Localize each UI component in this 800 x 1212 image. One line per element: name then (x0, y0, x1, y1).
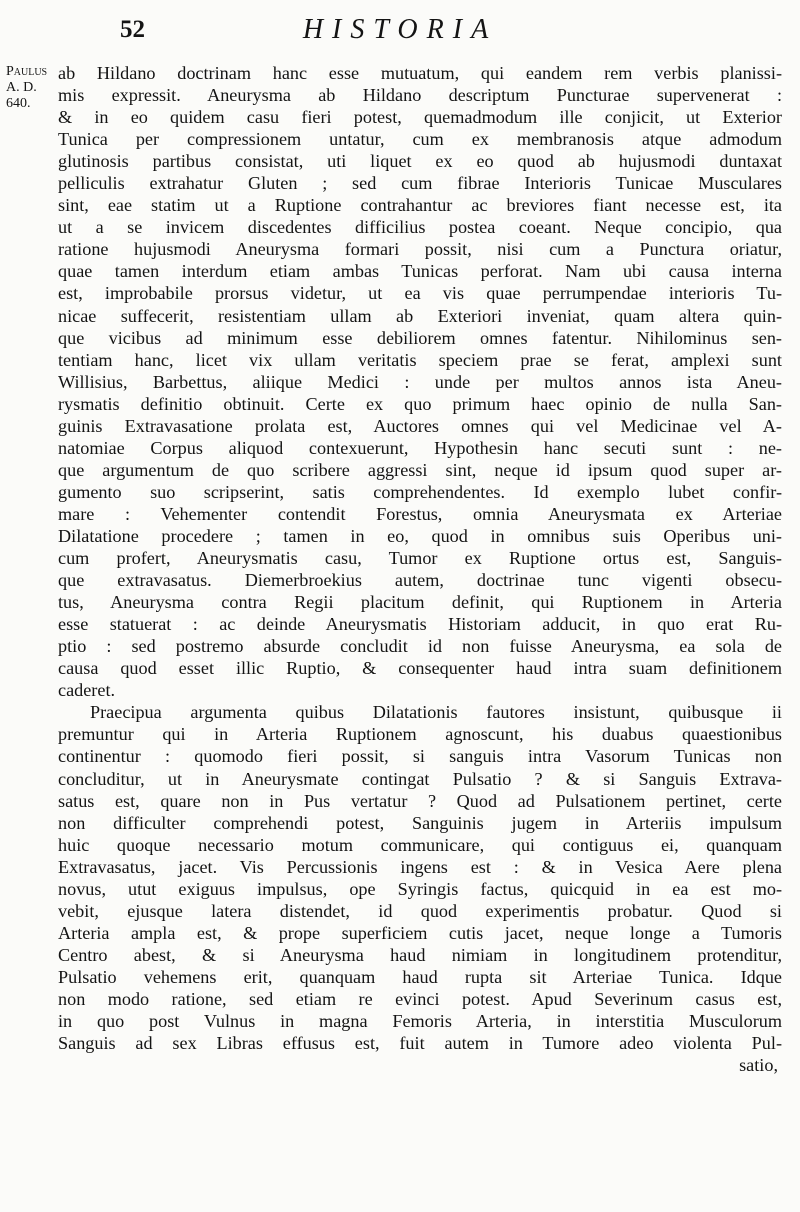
text-line: que extravasatus. Diemerbroekius autem, doctrinae tunc vigenti obsecu- (58, 570, 782, 591)
text-line: rysmatis definitio obtinuit. Certe ex quo primum haec opinio de nulla San- (58, 393, 782, 414)
text-line: Sanguis ad sex Libras effusus est, fuit autem in Tumore adeo violenta Pul- (58, 1033, 782, 1054)
text-line: non difficulter comprehendi potest, Sanguinis jugem in Arteriis impulsum (58, 812, 782, 833)
margin-note-line: 640. (6, 96, 31, 111)
text-line: guinis Extravasatione prolata est, Auctores omnes qui vel Medicinae vel A- (58, 415, 782, 436)
text-line: ptio : sed postremo absurde concludit id non fuisse Aneurysma, ea sola de (58, 636, 782, 657)
text-line: premuntur qui in Arteria Ruptionem agnoscunt, his duabus quaestionibus (58, 724, 782, 745)
text-line: Praecipua argumenta quibus Dilatationis fautores insistunt, quibusque ii (90, 702, 782, 723)
text-line: glutinosis partibus consistat, uti liquet ex eo quod ab hujusmodi duntaxat (58, 151, 782, 172)
text-line: caderet. (58, 680, 116, 701)
text-line: quae tamen interdum etiam ambas Tunicas perforat. Nam ubi causa interna (58, 261, 782, 282)
text-line: huic quoque necessario motum communicare, qui contiguus ei, quanquam (58, 834, 782, 855)
text-line: mis expressit. Aneurysma ab Hildano descriptum Puncturae supervenerat : (58, 85, 782, 106)
text-line: est, improbabile prorsus videtur, ut ea vis quae perrumpendae interioris Tu- (58, 283, 782, 304)
page-number: 52 (120, 16, 145, 43)
page-header (0, 14, 800, 48)
text-line: tus, Aneurysma contra Regii placitum definit, qui Ruptionem in Arteria (58, 592, 782, 613)
text-line: cum profert, Aneurysmatis casu, Tumor ex Ruptione ortus est, Sanguis- (58, 548, 782, 569)
text-line: vebit, ejusque latera distendet, id quod experimentis probatur. Quod si (58, 900, 782, 921)
text-line: Dilatatione procedere ; tamen in eo, quod in omnibus suis Operibus uni- (58, 525, 782, 546)
text-line: Pulsatio vehemens erit, quanquam haud rupta sit Arteriae Tunica. Idque (58, 966, 782, 987)
text-line: Willisius, Barbettus, aliique Medici : unde per multos annos ista Aneu- (58, 371, 782, 392)
text-line: causa quod esset illic Ruptio, & consequenter haud intra suam definitionem (58, 658, 782, 679)
text-line: esse statuerat : ac deinde Aneurysmatis Historiam adducit, in quo erat Ru- (58, 614, 782, 635)
text-line: & in eo quidem casu fieri potest, quemadmodum ille conjicit, ut Exterior (58, 107, 782, 128)
text-line: ratione hujusmodi Aneurysma formari possit, nisi cum a Punctura oriatur, (58, 239, 782, 260)
margin-note-line: A. D. (6, 80, 37, 95)
text-line: sint, eae statim ut a Ruptione contrahantur ac breviores fiant necesse est, ita (58, 195, 782, 216)
text-line: tentiam hanc, licet vix ullam veritatis speciem prae se ferat, amplexi sunt (58, 349, 782, 370)
text-line: que argumentum de quo scribere aggressi sint, neque id ipsum quod super ar- (58, 459, 782, 480)
text-line: satus est, quare non in Pus vertatur ? Quod ad Pulsationem pertinet, certe (58, 790, 782, 811)
text-line: Arteria ampla est, & prope superficiem cutis jacet, neque longe a Tumoris (58, 922, 782, 943)
text-line: continentur : quomodo fieri possit, si sanguis intra Vasorum Tunicas non (58, 746, 782, 767)
text-line: Centro abest, & si Aneurysma haud nimiam in longitudinem protenditur, (58, 944, 782, 965)
text-line: gumento suo scripserint, satis comprehendentes. Id exemplo lubet confir- (58, 481, 782, 502)
body-text (58, 62, 782, 1076)
text-line: natomiae Corpus aliquod contexuerunt, Hypothesin hanc secuti sunt : ne- (58, 437, 782, 458)
text-line: mare : Vehementer contendit Forestus, omnia Aneurysmata ex Arteriae (58, 503, 782, 524)
text-line: Tunica per compressionem untatur, cum ex membranosis atque admodum (58, 129, 782, 150)
text-line: ab Hildano doctrinam hanc esse mutuatum, qui eandem rem verbis planissi- (58, 63, 782, 83)
catchword: satio, (739, 1055, 778, 1076)
margin-note-line: Paulus (6, 64, 48, 79)
text-line: novus, utut exiguus impulsus, ope Syringis factus, quicquid in ea est mo- (58, 878, 782, 899)
text-line: ut a se invicem discedentes difficilius postea coeant. Neque concipio, qua (58, 217, 782, 238)
running-title: HISTORIA (302, 14, 498, 45)
text-line: in quo post Vulnus in magna Femoris Arteria, in interstitia Musculorum (58, 1011, 782, 1032)
text-line: pelliculis extrahatur Gluten ; sed cum fibrae Interioris Tunicae Musculares (58, 173, 782, 194)
margin-note (6, 64, 52, 112)
text-line: non modo ratione, sed etiam re evinci potest. Apud Severinum casus est, (58, 988, 782, 1009)
text-line: concluditur, ut in Aneurysmate contingat Pulsatio ? & si Sanguis Extrava- (58, 768, 782, 789)
text-line: nicae suffecerit, resistentiam ullam ab Exteriori inveniat, quam altera quin- (58, 305, 782, 326)
text-line: que vicibus ad minimum esse debiliorem omnes fatentur. Nihilominus sen- (58, 327, 782, 348)
text-line: Extravasatus, jacet. Vis Percussionis ingens est : & in Vesica Aere plena (58, 856, 782, 877)
